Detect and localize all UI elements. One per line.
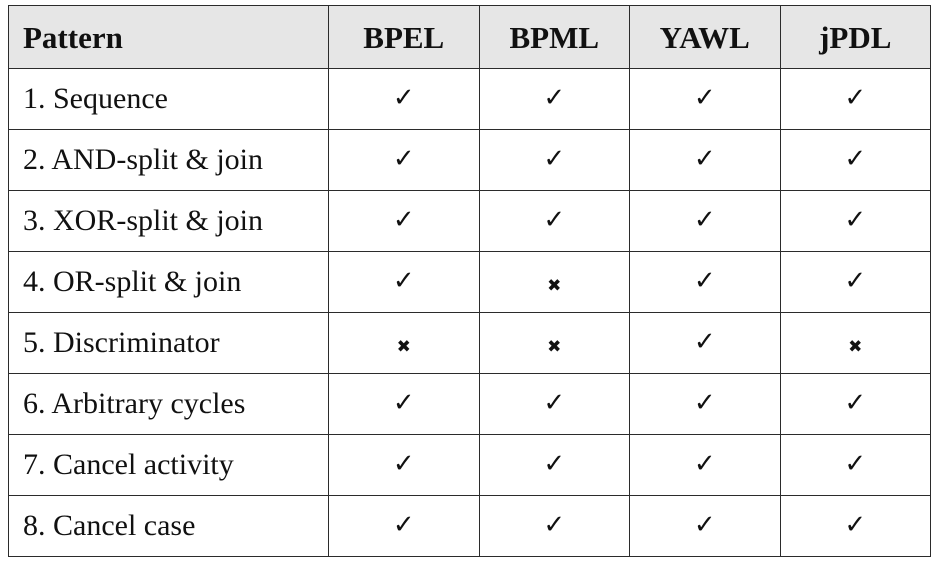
support-cell bbox=[479, 313, 630, 374]
check-mark-icon: ✓ bbox=[693, 205, 716, 235]
support-cell bbox=[479, 374, 630, 435]
support-cell bbox=[479, 130, 630, 191]
table-row bbox=[9, 496, 931, 557]
check-mark-icon: ✓ bbox=[543, 449, 566, 479]
support-cell bbox=[329, 435, 480, 496]
check-mark-icon: ✓ bbox=[844, 388, 867, 418]
support-cell bbox=[329, 191, 480, 252]
check-mark-icon: ✓ bbox=[543, 510, 566, 540]
support-cell bbox=[329, 69, 480, 130]
header-pattern: Pattern bbox=[9, 6, 329, 69]
check-mark-icon: ✓ bbox=[844, 510, 867, 540]
support-cell bbox=[780, 313, 931, 374]
check-mark-icon: ✓ bbox=[693, 83, 716, 113]
support-cell bbox=[780, 130, 931, 191]
support-cell bbox=[479, 435, 630, 496]
table-body bbox=[9, 69, 931, 557]
header-row bbox=[9, 6, 931, 69]
header-yawl: YAWL bbox=[630, 6, 781, 69]
check-mark-icon: ✓ bbox=[543, 205, 566, 235]
check-mark-icon: ✓ bbox=[693, 327, 716, 357]
support-cell bbox=[630, 69, 781, 130]
cross-mark-icon: ✖ bbox=[547, 337, 562, 357]
pattern-support-table-container bbox=[8, 5, 930, 557]
check-mark-icon: ✓ bbox=[392, 388, 415, 418]
check-mark-icon: ✓ bbox=[693, 266, 716, 296]
support-cell bbox=[780, 435, 931, 496]
check-mark-icon: ✓ bbox=[844, 144, 867, 174]
support-cell bbox=[329, 313, 480, 374]
check-mark-icon: ✓ bbox=[844, 205, 867, 235]
check-mark-icon: ✓ bbox=[693, 388, 716, 418]
cross-mark-icon: ✖ bbox=[547, 276, 562, 296]
support-cell bbox=[329, 496, 480, 557]
support-cell bbox=[780, 374, 931, 435]
check-mark-icon: ✓ bbox=[392, 205, 415, 235]
support-cell bbox=[780, 252, 931, 313]
support-cell bbox=[780, 69, 931, 130]
support-cell bbox=[479, 496, 630, 557]
table-row bbox=[9, 435, 931, 496]
pattern-name-cell: 1. Sequence bbox=[9, 69, 329, 130]
support-cell bbox=[780, 191, 931, 252]
pattern-name-cell: 4. OR-split & join bbox=[9, 252, 329, 313]
pattern-name-cell: 8. Cancel case bbox=[9, 496, 329, 557]
support-cell bbox=[479, 69, 630, 130]
support-cell bbox=[630, 496, 781, 557]
support-cell bbox=[479, 191, 630, 252]
pattern-name-cell: 7. Cancel activity bbox=[9, 435, 329, 496]
table-row bbox=[9, 374, 931, 435]
table-row bbox=[9, 191, 931, 252]
pattern-name-cell: 2. AND-split & join bbox=[9, 130, 329, 191]
support-cell bbox=[329, 374, 480, 435]
support-cell bbox=[780, 496, 931, 557]
support-cell bbox=[630, 130, 781, 191]
check-mark-icon: ✓ bbox=[693, 144, 716, 174]
support-cell bbox=[630, 313, 781, 374]
check-mark-icon: ✓ bbox=[693, 449, 716, 479]
support-cell bbox=[630, 435, 781, 496]
pattern-support-table bbox=[8, 5, 931, 557]
support-cell bbox=[630, 374, 781, 435]
pattern-name-cell: 6. Arbitrary cycles bbox=[9, 374, 329, 435]
table-row bbox=[9, 69, 931, 130]
support-cell bbox=[479, 252, 630, 313]
check-mark-icon: ✓ bbox=[392, 83, 415, 113]
check-mark-icon: ✓ bbox=[844, 266, 867, 296]
check-mark-icon: ✓ bbox=[844, 449, 867, 479]
check-mark-icon: ✓ bbox=[543, 388, 566, 418]
support-cell bbox=[329, 130, 480, 191]
check-mark-icon: ✓ bbox=[844, 83, 867, 113]
check-mark-icon: ✓ bbox=[392, 449, 415, 479]
check-mark-icon: ✓ bbox=[392, 510, 415, 540]
cross-mark-icon: ✖ bbox=[396, 337, 411, 357]
support-cell bbox=[630, 191, 781, 252]
header-bpel: BPEL bbox=[329, 6, 480, 69]
support-cell bbox=[630, 252, 781, 313]
cross-mark-icon: ✖ bbox=[848, 337, 863, 357]
table-row bbox=[9, 130, 931, 191]
pattern-name-cell: 5. Discriminator bbox=[9, 313, 329, 374]
check-mark-icon: ✓ bbox=[392, 144, 415, 174]
check-mark-icon: ✓ bbox=[543, 144, 566, 174]
check-mark-icon: ✓ bbox=[543, 83, 566, 113]
check-mark-icon: ✓ bbox=[392, 266, 415, 296]
header-jpdl: jPDL bbox=[780, 6, 931, 69]
table-row bbox=[9, 252, 931, 313]
header-bpml: BPML bbox=[479, 6, 630, 69]
table-row bbox=[9, 313, 931, 374]
support-cell bbox=[329, 252, 480, 313]
check-mark-icon: ✓ bbox=[693, 510, 716, 540]
pattern-name-cell: 3. XOR-split & join bbox=[9, 191, 329, 252]
